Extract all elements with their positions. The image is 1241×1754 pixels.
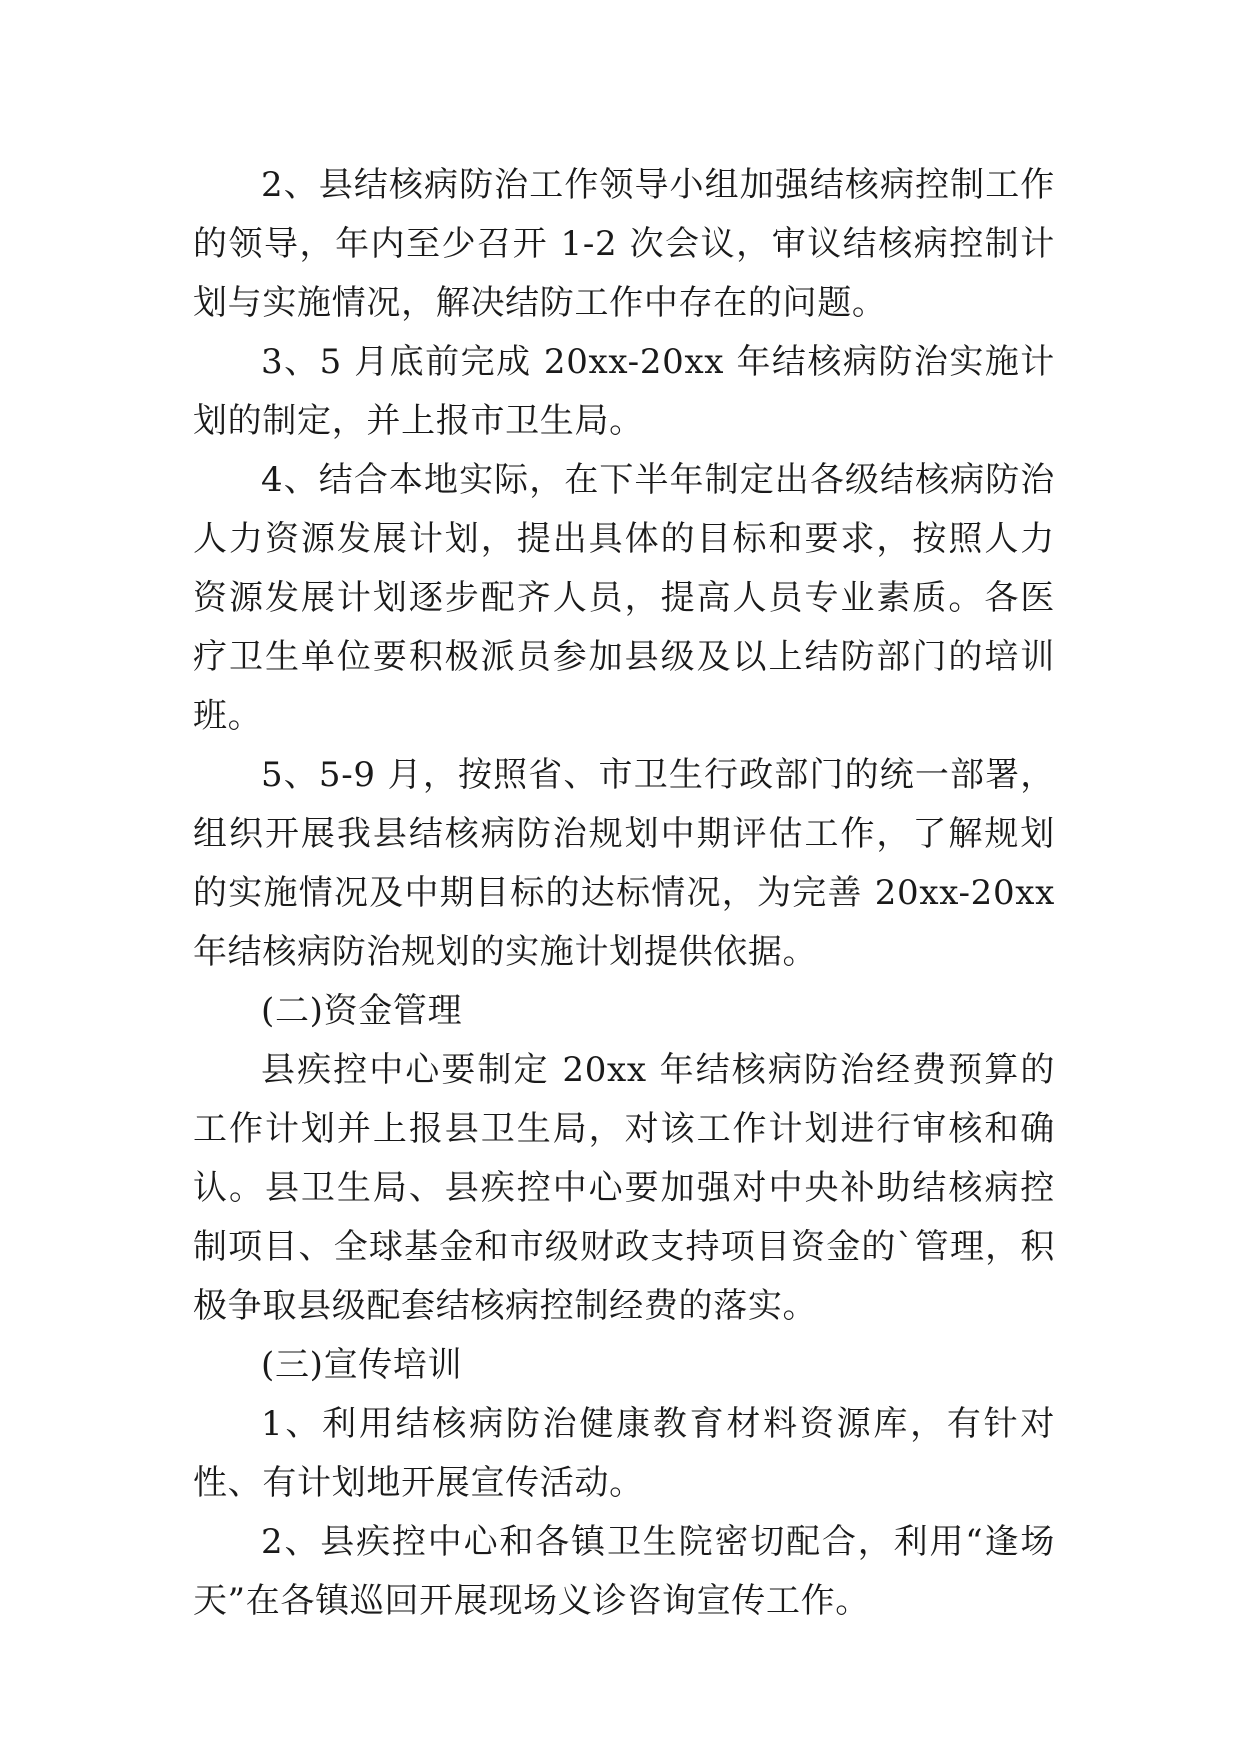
section-heading-training: (三)宣传培训	[261, 1345, 463, 1385]
paragraph-item-4: 4、结合本地实际，在下半年制定出各级结核病防治人力资源发展计划，提出具体的目标和要求，按照人力资源发展计划逐步配齐人员，提高人员专业素质。各医疗卫生单位要积极派员参加县级及以上结防部门的培训班。	[193, 460, 1055, 736]
paragraph-item-2: 2、县结核病防治工作领导小组加强结核病控制工作的领导，年内至少召开 1-2 次会议，审议结核病控制计划与实施情况，解决结防工作中存在的问题。	[193, 165, 1055, 323]
paragraph-funding: 县疾控中心要制定 20xx 年结核病防治经费预算的工作计划并上报县卫生局，对该工作计划进行审核和确认。县卫生局、县疾控中心要加强对中央补助结核病控制项目、全球基金和市级财政支持项目资金的`管理，积极争取县级配套结核病控制经费的落实。	[193, 1050, 1055, 1326]
paragraph-training-1: 1、利用结核病防治健康教育材料资源库，有针对性、有计划地开展宣传活动。	[193, 1404, 1055, 1503]
paragraph-item-5: 5、5-9 月，按照省、市卫生行政部门的统一部署，组织开展我县结核病防治规划中期评估工作，了解规划的实施情况及中期目标的达标情况，为完善 20xx-20xx 年结核病防治规划的实施计划提供依据。	[193, 755, 1055, 972]
paragraph-item-3: 3、5 月底前完成 20xx-20xx 年结核病防治实施计划的制定，并上报市卫生局。	[193, 342, 1055, 441]
document-body	[193, 156, 1055, 1631]
paragraph-training-2: 2、县疾控中心和各镇卫生院密切配合，利用“逢场天”在各镇巡回开展现场义诊咨询宣传工作。	[193, 1522, 1055, 1621]
section-heading-funding: (二)资金管理	[261, 991, 463, 1031]
